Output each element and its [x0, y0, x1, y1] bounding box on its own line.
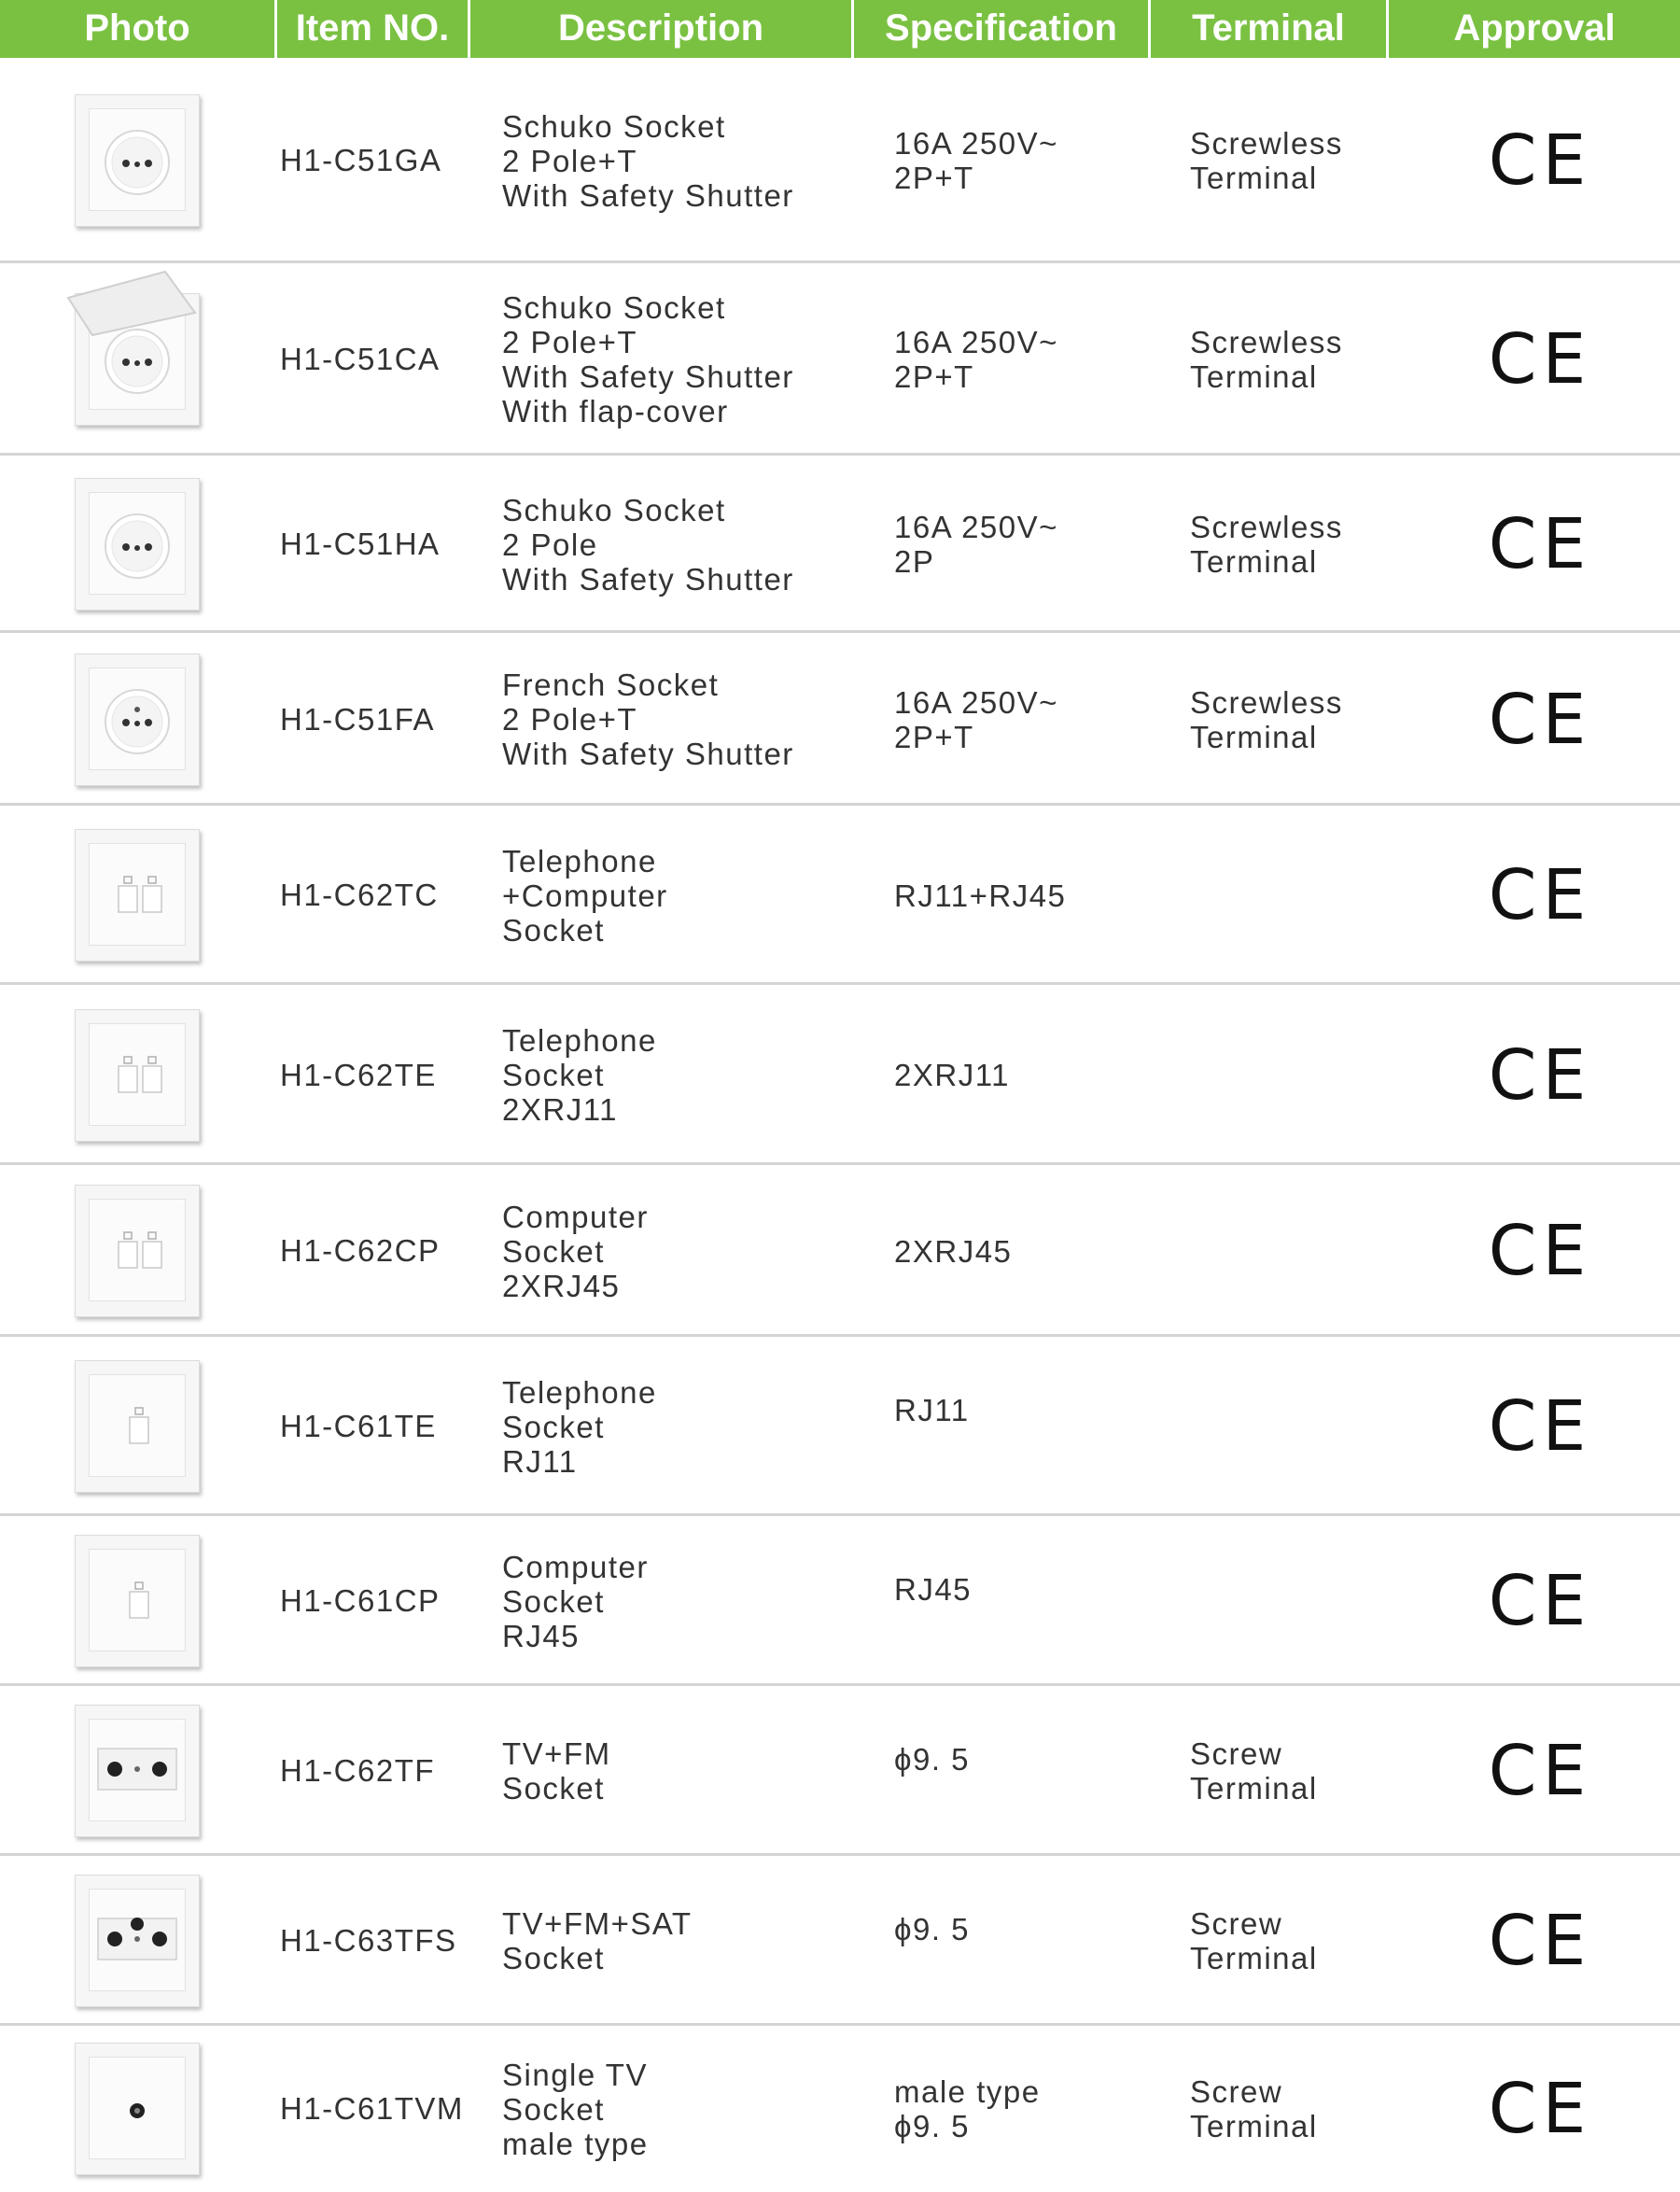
item-no-cell [280, 263, 495, 456]
table-row [0, 806, 1680, 985]
terminal-line: Screw [1190, 1906, 1283, 1941]
photo-cell [0, 985, 274, 1165]
terminal-cell [1190, 263, 1405, 456]
specification-cell [894, 633, 1137, 806]
table-row [0, 1686, 1680, 1856]
description-line: Socket [502, 1058, 605, 1092]
description-cell [502, 633, 847, 806]
specification-cell [894, 806, 1137, 985]
ce-mark: CE [1488, 319, 1592, 400]
item-number: H1-C61TE [280, 1409, 437, 1443]
approval-cell [1400, 58, 1680, 263]
description-line: Computer [502, 1199, 649, 1234]
description-line: Socket [502, 912, 605, 948]
terminal-text [1190, 510, 1343, 579]
terminal-cell [1190, 58, 1405, 263]
terminal-text [1190, 126, 1343, 195]
description-text [502, 1906, 693, 1975]
specification-cell [894, 2026, 1137, 2192]
terminal-line: Screwless [1190, 126, 1343, 161]
terminal-text [1190, 325, 1343, 394]
description-text [502, 290, 794, 429]
description-line: Socket [502, 2091, 605, 2127]
terminal-line: Terminal [1190, 719, 1318, 754]
description-line: male type [502, 2126, 649, 2161]
item-number: H1-C62CP [280, 1233, 441, 1268]
table-row [0, 1165, 1680, 1337]
photo-cell [0, 1165, 274, 1337]
approval-cell [1400, 263, 1680, 456]
description-line: TV+FM [502, 1736, 611, 1771]
terminal-text [1190, 1736, 1318, 1806]
ce-mark: CE [1488, 679, 1592, 760]
ce-mark: CE [1488, 1034, 1592, 1116]
description-line: With Safety Shutter [502, 561, 794, 597]
specification-line: 2P+T [894, 161, 974, 195]
specification-cell [894, 1516, 1137, 1686]
terminal-line: Terminal [1190, 2109, 1318, 2143]
terminal-line: Screwless [1190, 325, 1343, 359]
specification-line: 2XRJ45 [894, 1233, 1013, 1269]
specification-text [894, 510, 1058, 579]
specification-line: 16A 250V~ [894, 325, 1058, 359]
specification-line: 16A 250V~ [894, 126, 1058, 161]
description-line: 2 Pole+T [502, 702, 637, 737]
specification-line: ϕ9. 5 [894, 2109, 971, 2143]
description-line: Socket [502, 1409, 605, 1444]
terminal-text [1190, 2074, 1318, 2143]
item-number: H1-C62TF [280, 1753, 436, 1788]
item-no-cell [280, 1337, 495, 1516]
description-text [502, 109, 794, 213]
description-line: TV+FM+SAT [502, 1906, 693, 1941]
specification-cell [894, 1165, 1137, 1337]
specification-cell [894, 985, 1137, 1165]
photo-cell [0, 263, 274, 456]
terminal-text [1190, 685, 1343, 754]
terminal-cell [1190, 1337, 1405, 1516]
item-no-cell [280, 58, 495, 263]
item-no-cell [280, 1165, 495, 1337]
description-text [502, 667, 794, 771]
table-row [0, 1337, 1680, 1516]
double-telephone-socket-icon [75, 1009, 200, 1142]
terminal-cell [1190, 806, 1405, 985]
item-number: H1-C51GA [280, 143, 442, 177]
specification-text [894, 325, 1058, 394]
description-line: With Safety Shutter [502, 177, 794, 213]
specification-line: ϕ9. 5 [894, 1742, 971, 1777]
specification-text [894, 1742, 970, 1777]
description-cell [502, 806, 847, 985]
description-cell [502, 985, 847, 1165]
specification-line: RJ11+RJ45 [894, 878, 1067, 913]
header-specification: Specification [885, 7, 1117, 49]
description-text [502, 2058, 649, 2161]
item-number: H1-C62TC [280, 878, 439, 912]
description-text [502, 1550, 649, 1653]
description-line: French Socket [502, 667, 720, 702]
specification-text [894, 1234, 1012, 1269]
item-no-cell [280, 1686, 495, 1856]
description-cell [502, 2026, 847, 2192]
terminal-cell [1190, 1686, 1405, 1856]
description-cell [502, 1686, 847, 1856]
ce-mark: CE [1488, 1901, 1592, 1981]
specification-text [894, 1572, 972, 1607]
item-no-cell [280, 1856, 495, 2026]
approval-cell [1400, 806, 1680, 985]
photo-cell [0, 2026, 274, 2192]
item-number: H1-C63TFS [280, 1923, 457, 1958]
approval-cell [1400, 1686, 1680, 1856]
item-number: H1-C62TE [280, 1057, 437, 1092]
specification-text [894, 1912, 970, 1946]
description-line: Telephone [502, 843, 657, 878]
item-number: H1-C61CP [280, 1583, 441, 1618]
description-text [502, 1736, 611, 1806]
description-line: Schuko Socket [502, 492, 726, 527]
description-line: With Safety Shutter [502, 737, 794, 771]
specification-text [894, 685, 1058, 754]
specification-text [894, 2074, 1041, 2143]
item-no-cell [280, 456, 495, 633]
approval-cell [1400, 1856, 1680, 2026]
description-line: 2 Pole+T [502, 325, 637, 359]
description-line: Socket [502, 1771, 605, 1806]
item-number: H1-C51FA [280, 701, 436, 737]
ce-mark: CE [1488, 1731, 1592, 1811]
description-line: RJ45 [502, 1618, 581, 1653]
terminal-cell [1190, 456, 1405, 633]
approval-cell [1400, 2026, 1680, 2192]
specification-line: 2P [894, 544, 935, 579]
description-line: 2 Pole [502, 527, 598, 562]
specification-text [894, 1058, 1010, 1092]
terminal-text [1190, 1906, 1318, 1975]
description-cell [502, 1856, 847, 2026]
specification-line: ϕ9. 5 [894, 1912, 971, 1946]
specification-line: 2P+T [894, 359, 974, 394]
item-number: H1-C61TVM [280, 2091, 464, 2126]
specification-text [894, 126, 1058, 195]
description-line: Socket [502, 1233, 605, 1269]
header-item-no: Item NO. [295, 7, 450, 49]
description-text [502, 1023, 657, 1127]
ce-mark: CE [1488, 504, 1592, 584]
photo-cell [0, 806, 274, 985]
specification-line: 2P+T [894, 719, 974, 754]
photo-cell [0, 1337, 274, 1516]
approval-cell [1400, 1516, 1680, 1686]
telephone-computer-socket-icon [75, 829, 200, 962]
specification-cell [894, 58, 1137, 263]
table-row [0, 985, 1680, 1165]
terminal-line: Terminal [1190, 359, 1318, 394]
specification-text [894, 1393, 970, 1427]
header-approval: Approval [1453, 7, 1616, 49]
table-row [0, 1856, 1680, 2026]
description-cell [502, 263, 847, 456]
table-row [0, 633, 1680, 806]
photo-cell [0, 58, 274, 263]
specification-cell [894, 1337, 1137, 1516]
photo-cell [0, 1856, 274, 2026]
item-no-cell [280, 806, 495, 985]
terminal-line: Screw [1190, 1736, 1283, 1771]
specification-line: 2XRJ11 [894, 1058, 1010, 1092]
terminal-cell [1190, 1856, 1405, 2026]
schuko-socket-flap-cover-icon [75, 293, 200, 426]
description-line: Schuko Socket [502, 290, 726, 325]
description-line: With flap-cover [502, 394, 729, 429]
terminal-cell [1190, 633, 1405, 806]
table-row [0, 1516, 1680, 1686]
description-line: Schuko Socket [502, 108, 726, 144]
description-line: Telephone [502, 1023, 657, 1058]
approval-cell [1400, 456, 1680, 633]
table-row [0, 58, 1680, 263]
description-cell [502, 456, 847, 633]
description-text [502, 844, 668, 948]
terminal-cell [1190, 985, 1405, 1165]
specification-line: 16A 250V~ [894, 510, 1058, 544]
specification-cell [894, 456, 1137, 633]
description-text [502, 493, 794, 597]
ce-mark: CE [1488, 120, 1592, 201]
header-description: Description [557, 7, 764, 49]
tv-fm-sat-socket-icon [75, 1875, 200, 2007]
double-computer-socket-icon [75, 1185, 200, 1317]
description-line: +Computer [502, 878, 668, 913]
specification-line: RJ11 [894, 1393, 970, 1427]
specification-cell [894, 1686, 1137, 1856]
table-row [0, 2026, 1680, 2192]
tv-fm-socket-icon [75, 1705, 200, 1837]
terminal-line: Terminal [1190, 544, 1318, 579]
description-line: 2XRJ11 [502, 1092, 618, 1127]
specification-text [894, 878, 1066, 913]
french-socket-icon [75, 653, 200, 786]
description-line: Socket [502, 1941, 605, 1975]
description-line: Single TV [502, 2057, 648, 2092]
item-no-cell [280, 2026, 495, 2192]
description-line: 2 Pole+T [502, 143, 637, 178]
approval-cell [1400, 633, 1680, 806]
schuko-socket-icon [75, 94, 200, 227]
specification-cell [894, 1856, 1137, 2026]
single-tv-socket-icon [75, 2043, 200, 2175]
item-no-cell [280, 1516, 495, 1686]
header-terminal: Terminal [1192, 7, 1345, 49]
terminal-line: Screwless [1190, 510, 1343, 544]
ce-mark: CE [1488, 855, 1592, 935]
approval-cell [1400, 1337, 1680, 1516]
table-row [0, 263, 1680, 456]
approval-cell [1400, 1165, 1680, 1337]
ce-mark: CE [1488, 2069, 1592, 2149]
approval-cell [1400, 985, 1680, 1165]
terminal-line: Terminal [1190, 161, 1318, 195]
terminal-cell [1190, 1516, 1405, 1686]
ce-mark: CE [1488, 1386, 1592, 1467]
description-cell [502, 58, 847, 263]
ce-mark: CE [1488, 1561, 1592, 1641]
item-no-cell [280, 633, 495, 806]
table-header [0, 0, 1680, 58]
telephone-socket-icon [75, 1360, 200, 1493]
ce-mark: CE [1488, 1211, 1592, 1291]
terminal-cell [1190, 1165, 1405, 1337]
terminal-line: Screwless [1190, 684, 1343, 720]
photo-cell [0, 456, 274, 633]
item-number: H1-C51HA [280, 527, 441, 561]
terminal-line: Terminal [1190, 1941, 1318, 1975]
description-line: With Safety Shutter [502, 359, 794, 394]
photo-cell [0, 1686, 274, 1856]
photo-cell [0, 1516, 274, 1686]
description-line: Telephone [502, 1374, 657, 1410]
schuko-socket-2-pole-icon [75, 478, 200, 611]
table-row [0, 456, 1680, 633]
description-cell [502, 1165, 847, 1337]
header-photo: Photo [84, 7, 190, 49]
description-cell [502, 1337, 847, 1516]
computer-socket-icon [75, 1535, 200, 1667]
terminal-line: Screw [1190, 2074, 1283, 2109]
description-cell [502, 1516, 847, 1686]
description-line: 2XRJ45 [502, 1268, 621, 1303]
specification-line: RJ45 [894, 1572, 973, 1607]
photo-cell [0, 633, 274, 806]
specification-cell [894, 263, 1137, 456]
terminal-cell [1190, 2026, 1405, 2192]
item-number: H1-C51CA [280, 342, 441, 376]
description-text [502, 1200, 649, 1303]
description-line: RJ11 [502, 1443, 578, 1479]
description-line: Socket [502, 1583, 605, 1619]
terminal-line: Terminal [1190, 1771, 1318, 1806]
description-line: Computer [502, 1549, 649, 1584]
specification-line: 16A 250V~ [894, 684, 1058, 720]
description-text [502, 1375, 657, 1479]
specification-line: male type [894, 2074, 1041, 2109]
item-no-cell [280, 985, 495, 1165]
